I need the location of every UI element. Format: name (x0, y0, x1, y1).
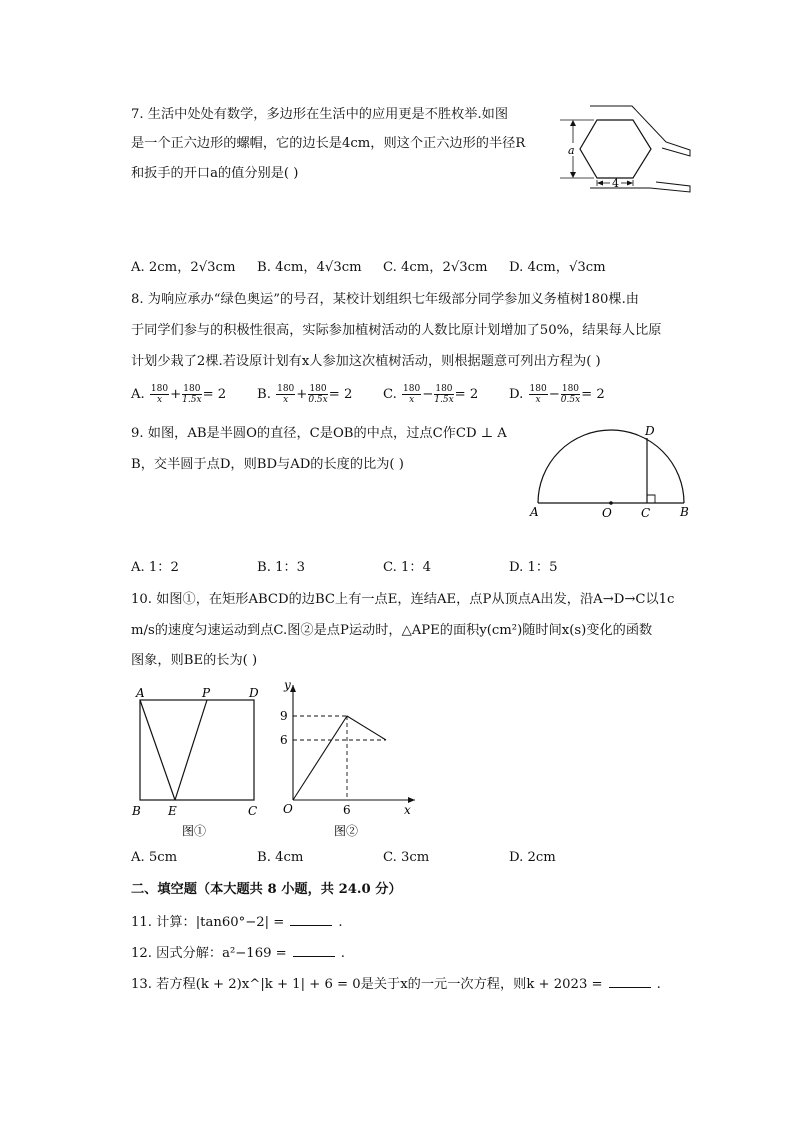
fig10-2-label-o: O (283, 802, 293, 816)
fig10-1-label-b: B (132, 804, 141, 818)
function-graph-figure-2 (278, 675, 423, 842)
q11-answer-blank[interactable] (290, 913, 332, 926)
hex-nut-wrench-figure (560, 100, 700, 200)
section-heading: 二、填空题（本大题共 8 小题，共 24.0 分） (131, 882, 402, 897)
q8-b-frac1: $\frac{180}{x}$ (277, 384, 295, 405)
q7-option-c[interactable]: C. 4cm，2√3cm (383, 260, 488, 275)
fig10-2-label-y: y (284, 678, 291, 692)
q8-option-d[interactable]: D. $\frac{180}{x}$ − $\frac{180}{0.5x}$ = 2 (509, 384, 605, 405)
q11-end: . (338, 915, 343, 930)
q13-end: . (656, 977, 661, 992)
q8-a-frac2: $\frac{180}{1.5x}$ (182, 384, 202, 405)
q12 (131, 944, 345, 963)
q13 (131, 975, 661, 994)
q8-option-a-letter: A. (131, 387, 145, 402)
q8-b-frac2: $\frac{180}{0.5x}$ (308, 384, 328, 405)
q9-option-c[interactable]: C. 1：4 (383, 560, 431, 575)
q8-option-c[interactable]: C. $\frac{180}{x}$ − $\frac{180}{1.5x}$ = 2 (383, 384, 479, 405)
fig10-1-caption: 图① (182, 824, 207, 838)
fig7-label-4: 4 (612, 177, 619, 190)
fig10-1-label-e: E (168, 804, 177, 818)
fig9-label-b: B (680, 505, 689, 519)
q8-d-frac2: $\frac{180}{0.5x}$ (560, 384, 581, 405)
q10-line3: 图象，则BE的长为( ) (131, 653, 258, 668)
rectangle-figure-1 (128, 682, 268, 842)
q8-c-frac2: $\frac{180}{1.5x}$ (434, 384, 454, 405)
fig9-label-c: C (641, 506, 651, 520)
fig10-2-tick-6-x: 6 (343, 803, 351, 817)
q10-option-c[interactable]: C. 3cm (383, 850, 430, 865)
fig7-label-a: a (568, 144, 575, 157)
fig10-1-label-a: A (136, 686, 145, 700)
q9-option-a[interactable]: A. 1：2 (131, 560, 179, 575)
q10-option-b[interactable]: B. 4cm (257, 850, 304, 865)
fig9-label-a: A (530, 505, 539, 519)
q8-line2: 于同学们参与的积极性很高，实际参加植树活动的人数比原计划增加了50%，结果每人比原 (131, 323, 662, 338)
q10-line2: m/s的速度匀速运动到点C.图②是点P运动时，△APE的面积y(cm²)随时间x(s)变化的函数 (131, 623, 653, 638)
q8-option-b-letter: B. (257, 387, 271, 402)
q9-option-d[interactable]: D. 1：5 (509, 560, 558, 575)
q8-option-c-letter: C. (383, 387, 397, 402)
q8-line1: 8. 为响应承办“绿色奥运”的号召，某校计划组织七年级部分同学参加义务植树180棵.由 (131, 292, 639, 307)
q10-line1: 10. 如图①，在矩形ABCD的边BC上有一点E，连结AE，点P从顶点A出发，沿A→D→C以1c (131, 592, 675, 607)
q8-c-frac1: $\frac{180}{x}$ (403, 384, 421, 405)
fig10-2-label-x: x (404, 803, 411, 817)
q8-option-a[interactable]: A. $\frac{180}{x}$ + $\frac{180}{1.5x}$ = 2 (131, 384, 227, 405)
fig10-1-label-c: C (248, 804, 258, 818)
fig10-2-tick-9: 9 (280, 709, 288, 723)
q7-line1: 7. 生活中处处有数学，多边形在生活中的应用更是不胜枚举.如图 (131, 107, 509, 122)
q7-option-b[interactable]: B. 4cm，4√3cm (257, 260, 362, 275)
q11-text: 11. 计算：|tan60°−2| = (131, 915, 285, 930)
q13-answer-blank[interactable] (609, 975, 651, 988)
fig10-2-tick-6-y: 6 (280, 733, 288, 747)
q9-line1: 9. 如图，AB是半圆O的直径，C是OB的中点，过点C作CD ⊥ A (131, 426, 507, 441)
q10-option-a[interactable]: A. 5cm (131, 850, 178, 865)
q13-text: 13. 若方程(k + 2)x^|k + 1| + 6 = 0是关于x的一元一次方程，则k + 2023 = (131, 977, 603, 992)
q8-a-frac1: $\frac{180}{x}$ (150, 384, 169, 405)
q11 (131, 913, 343, 932)
q8-d-frac1: $\frac{180}{x}$ (529, 384, 547, 405)
q12-answer-blank[interactable] (293, 944, 335, 957)
q8-line3: 计划少栽了2棵.若设原计划有x人参加这次植树活动，则根据题意可列出方程为( ) (131, 354, 601, 369)
q7-line2: 是一个正六边形的螺帽，它的边长是4cm，则这个正六边形的半径R (131, 136, 526, 151)
semicircle-figure (530, 420, 700, 520)
fig9-label-d: D (645, 424, 655, 438)
fig9-label-o: O (602, 506, 612, 520)
q9-line2: B，交半圆于点D，则BD与AD的长度的比为( ) (131, 457, 404, 472)
q8-option-d-letter: D. (509, 387, 524, 402)
q7-option-a[interactable]: A. 2cm，2√3cm (131, 260, 236, 275)
q7-option-d[interactable]: D. 4cm，√3cm (509, 260, 606, 275)
fig10-2-caption: 图② (334, 824, 359, 838)
q8-option-b[interactable]: B. $\frac{180}{x}$ + $\frac{180}{0.5x}$ = 2 (257, 384, 353, 405)
q12-text: 12. 因式分解：a²−169 = (131, 946, 287, 961)
q10-option-d[interactable]: D. 2cm (509, 850, 556, 865)
q9-option-b[interactable]: B. 1：3 (257, 560, 306, 575)
q7-line3: 和扳手的开口a的值分别是( ) (131, 166, 299, 181)
fig10-1-label-d: D (249, 686, 259, 700)
fig10-1-label-p: P (202, 686, 211, 700)
q12-end: . (340, 946, 345, 961)
